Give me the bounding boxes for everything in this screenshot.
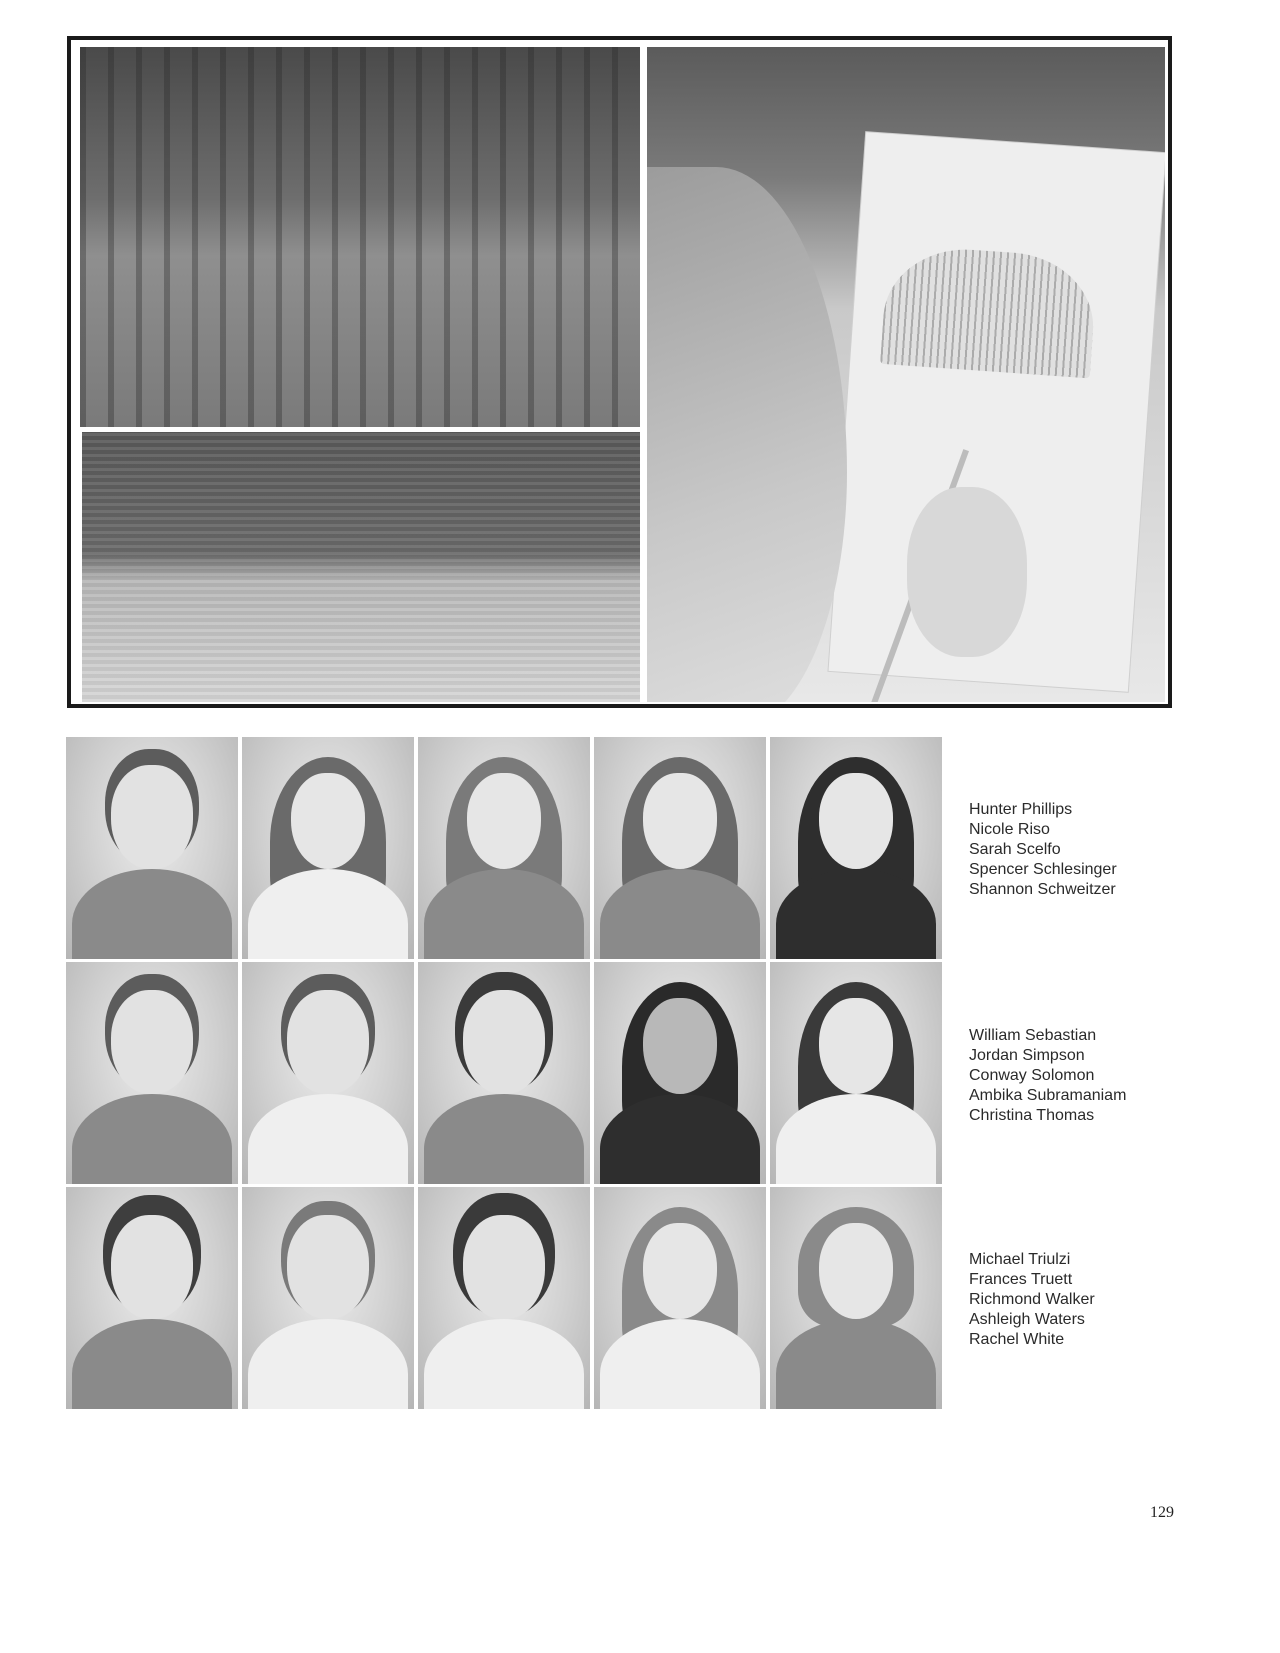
portrait-ambika-subramaniam [594,962,766,1184]
student-name: Conway Solomon [969,1067,1095,1084]
names-row-1 [969,800,1117,900]
sketchbook-closeup-photo [647,47,1165,702]
portrait-hunter-phillips [66,737,238,959]
portrait-conway-solomon [418,962,590,1184]
student-name: Jordan Simpson [969,1047,1085,1064]
portrait-nicole-riso [242,737,414,959]
student-name: Shannon Schweitzer [969,881,1116,898]
portrait-michael-triulzi [66,1187,238,1409]
portrait-shannon-schweitzer [770,737,942,959]
portrait-ashleigh-waters [594,1187,766,1409]
portrait-spencer-schlesinger [594,737,766,959]
student-name: Sarah Scelfo [969,841,1061,858]
portrait-jordan-simpson [242,962,414,1184]
portrait-frances-truett [242,1187,414,1409]
student-name: Richmond Walker [969,1291,1095,1308]
portrait-richmond-walker [418,1187,590,1409]
portrait-rachel-white [770,1187,942,1409]
student-name: Ambika Subramaniam [969,1087,1127,1104]
group-sketching-photo [80,47,640,427]
page-number: 129 [1150,1504,1174,1521]
student-name: Michael Triulzi [969,1251,1071,1268]
student-name: William Sebastian [969,1027,1097,1044]
portrait-sarah-scelfo [418,737,590,959]
drawing-hand [907,487,1027,657]
student-name: Rachel White [969,1331,1065,1348]
student-name: Frances Truett [969,1271,1073,1288]
names-row-2 [969,1026,1126,1126]
names-row-3 [969,1250,1095,1350]
pond-sketching-photo [82,432,640,702]
student-name: Ashleigh Waters [969,1311,1085,1328]
portrait-christina-thomas [770,962,942,1184]
portrait-william-sebastian [66,962,238,1184]
student-hair [647,167,847,702]
student-name: Christina Thomas [969,1107,1095,1124]
tree-drawing [880,244,1098,378]
student-name: Spencer Schlesinger [969,861,1117,878]
student-name: Hunter Phillips [969,801,1073,818]
student-name: Nicole Riso [969,821,1050,838]
